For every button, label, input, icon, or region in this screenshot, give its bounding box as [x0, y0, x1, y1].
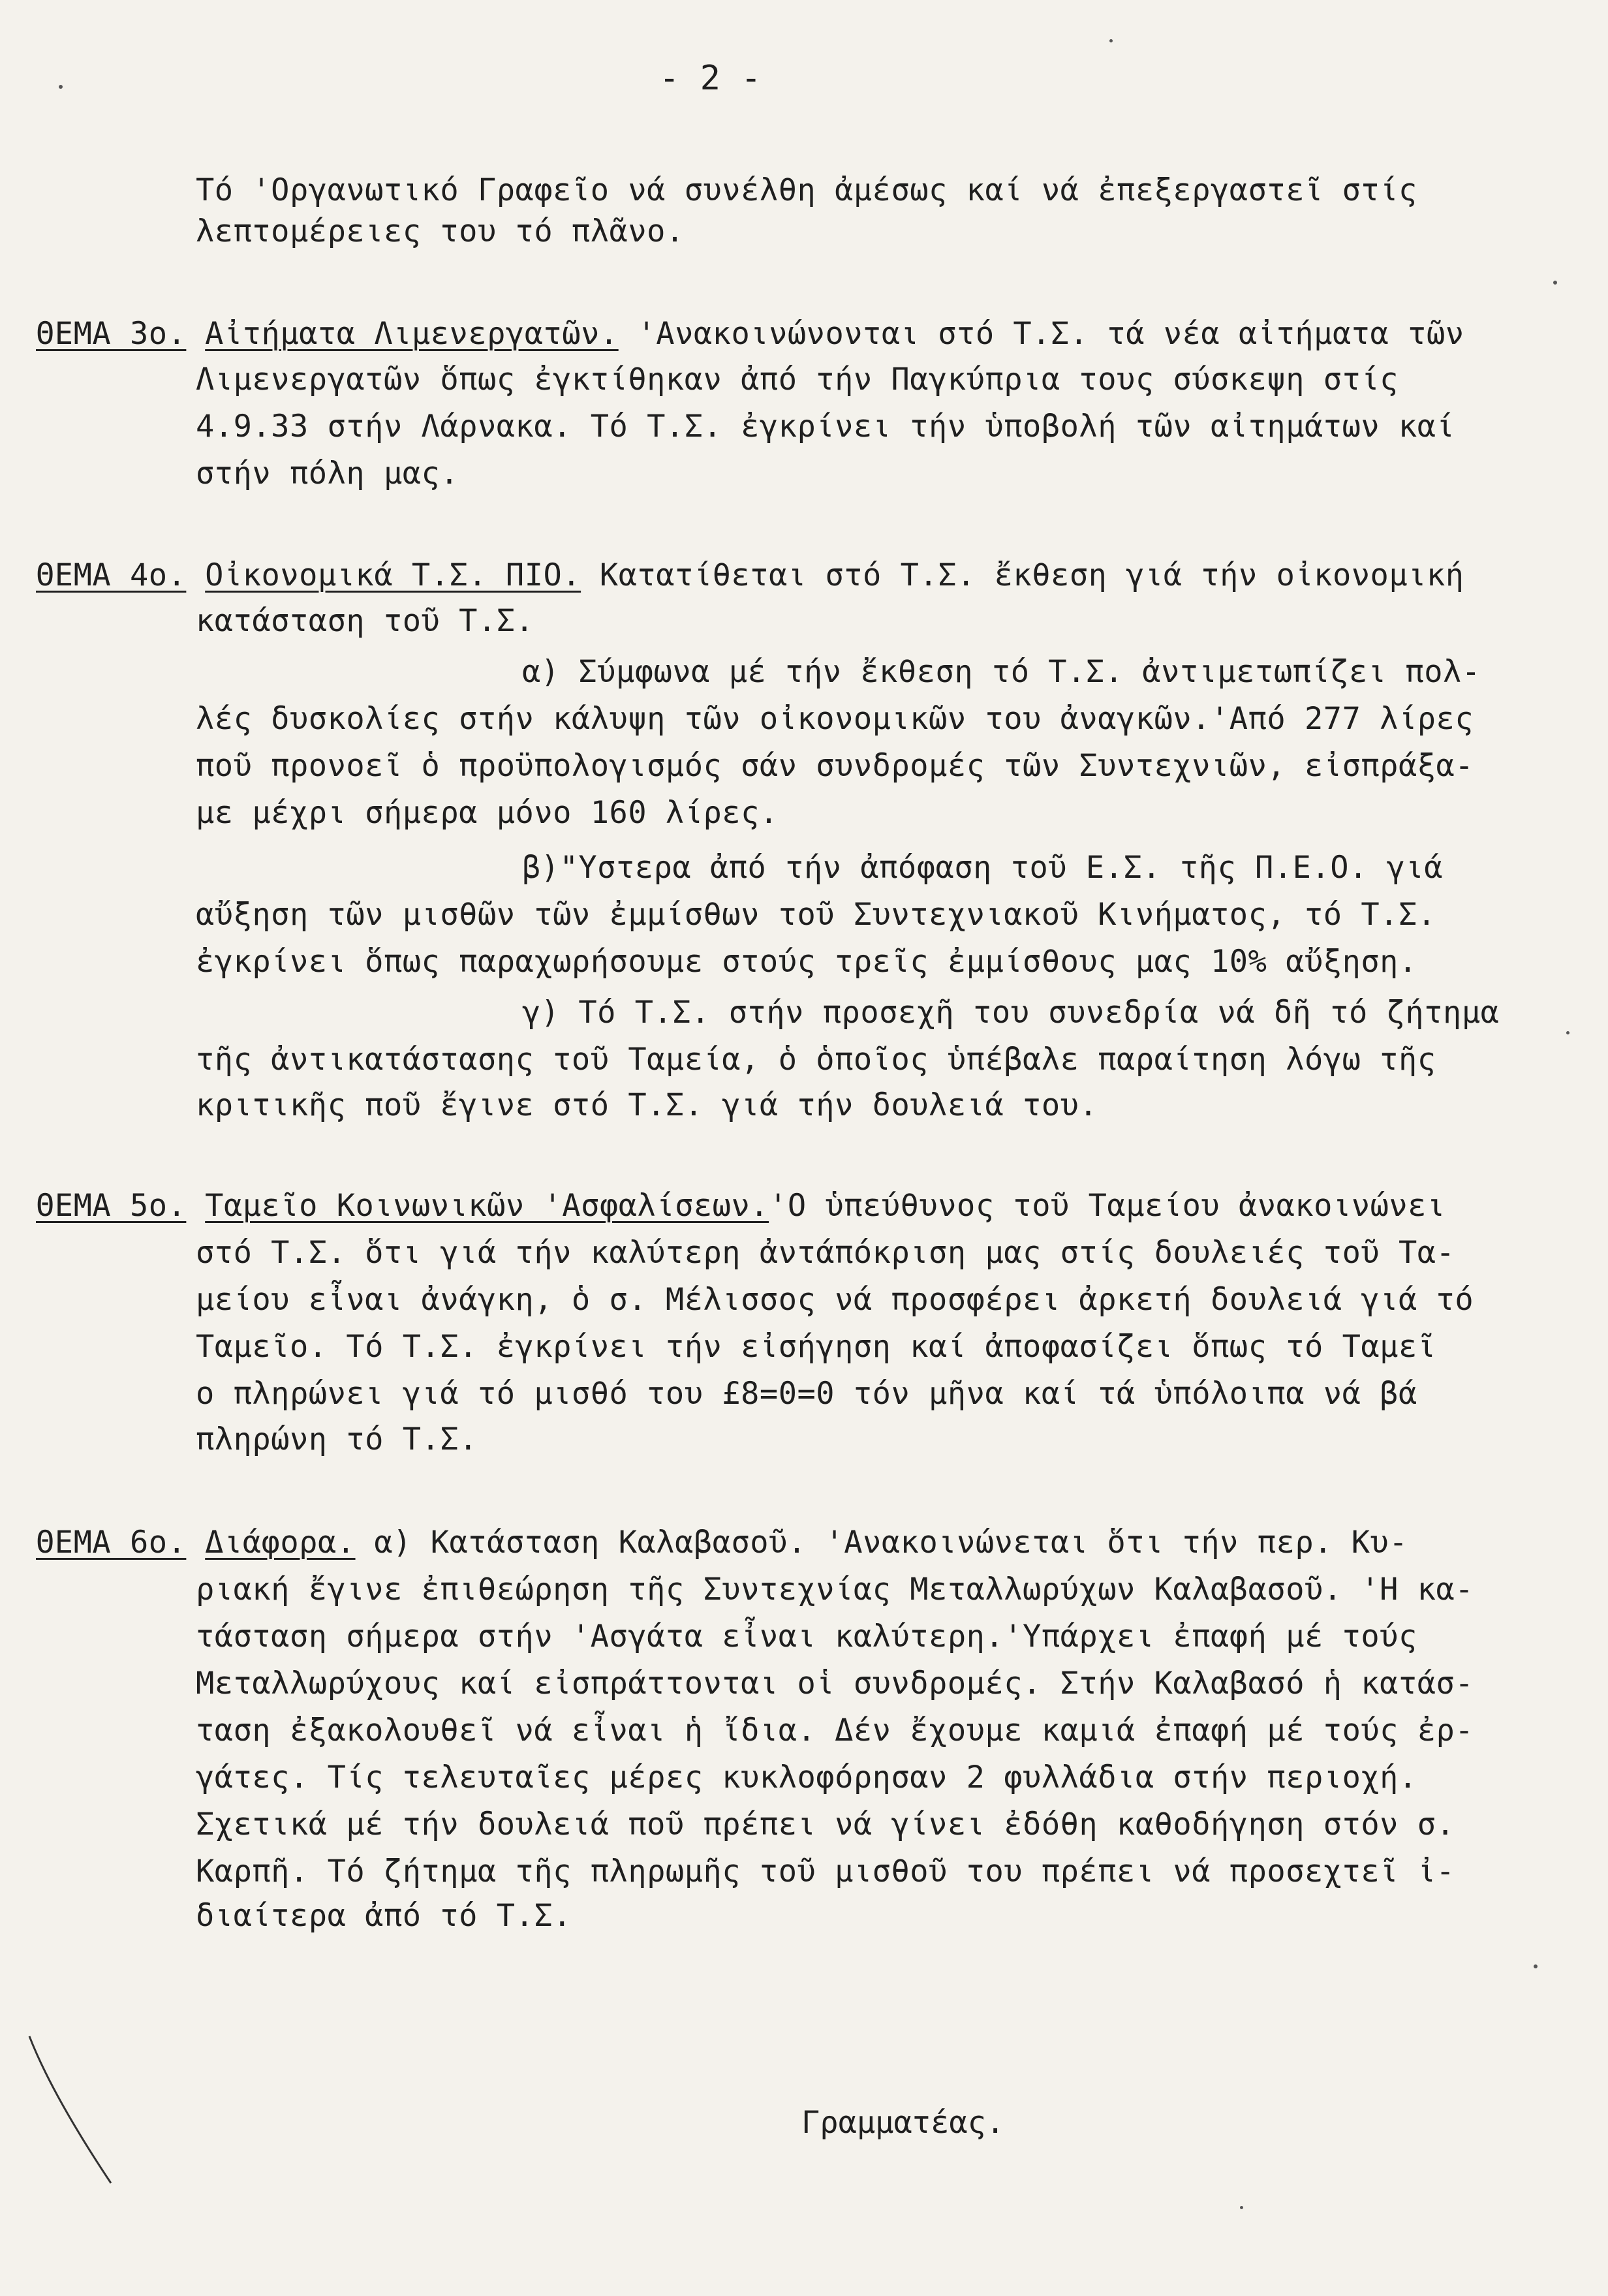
- item-6-line-2: τάσταση σήμερα στήν 'Ασγάτα εἶναι καλύτερη.'Υπάρχει ἐπαφή μέ τούς: [196, 1619, 1417, 1654]
- item-4-line-7: αὔξηση τῶν μισθῶν τῶν ἐμμίσθων τοῦ Συντεχνιακοῦ Κινήματος, τό Τ.Σ.: [196, 897, 1436, 933]
- item-6-line-5: γάτες. Τίς τελευταῖες μέρες κυκλοφόρησαν 2 φυλλάδια στήν περιοχή.: [196, 1760, 1417, 1795]
- scan-speck: [59, 85, 63, 89]
- item-6-first-text: α) Κατάσταση Καλαβασοῦ. 'Ανακοινώνεται ὅτι τήν περ. Κυ-: [374, 1525, 1408, 1560]
- item-4-line-11: κριτικῆς ποῦ ἔγινε στό Τ.Σ. γιά τήν δουλειά του.: [196, 1087, 1098, 1123]
- item-4-line-4: ποῦ προνοεῖ ὁ προϋπολογισμός σάν συνδρομές τῶν Συντεχνιῶν, εἰσπράξα-: [196, 748, 1474, 784]
- item-4-heading: Οἰκονομικά Τ.Σ. ΠΙΟ.: [205, 557, 581, 593]
- item-5-first-text: 'Ο ὑπεύθυνος τοῦ Ταμείου ἀνακοινώνει: [769, 1188, 1446, 1224]
- item-5-line-3: Ταμεῖο. Τό Τ.Σ. ἐγκρίνει τήν εἰσήγηση καί ἀποφασίζει ὅπως τό Ταμεῖ: [196, 1329, 1436, 1365]
- item-3-first-text: 'Ανακοινώνονται στό Τ.Σ. τά νέα αἰτήματα τῶν: [637, 316, 1464, 352]
- scan-speck: [1566, 1031, 1569, 1034]
- item-5-line-1: στό Τ.Σ. ὅτι γιά τήν καλύτερη ἀντάπόκριση μας στίς δουλειές τοῦ Τα-: [196, 1235, 1455, 1271]
- item-6-line-1: ριακή ἔγινε ἐπιθεώρηση τῆς Συντεχνίας Μεταλλωρύχων Καλαβασοῦ. 'Η κα-: [196, 1572, 1474, 1607]
- item-4-line-10: τῆς ἀντικατάστασης τοῦ Ταμεία, ὁ ὁποῖος ὑπέβαλε παραίτηση λόγω τῆς: [196, 1042, 1436, 1078]
- item-6-heading: Διάφορα.: [205, 1525, 356, 1560]
- item-5-first-line: [36, 1187, 1446, 1226]
- item-5-line-5: πληρώνη τό Τ.Σ.: [196, 1421, 478, 1457]
- item-3-label: ΘΕΜΑ 3ο.: [36, 316, 187, 352]
- item-4-first-text: Κατατίθεται στό Τ.Σ. ἔκθεση γιά τήν οἰκονομική: [599, 557, 1464, 593]
- item-3-line-2: 4.9.33 στήν Λάρνακα. Τό Τ.Σ. ἐγκρίνει τήν ὑποβολή τῶν αἰτημάτων καί: [196, 409, 1455, 444]
- item-3-line-1: Λιμενεργατῶν ὅπως ἐγκτίθηκαν ἀπό τήν Παγκύπρια τους σύσκεψη στίς: [196, 362, 1399, 397]
- item-6-line-4: ταση ἐξακολουθεῖ νά εἶναι ἡ ἴδια. Δέν ἔχουμε καμιά ἐπαφή μέ τούς ἐρ-: [196, 1713, 1474, 1748]
- item-3-heading: Αἰτήματα Λιμενεργατῶν.: [205, 316, 619, 352]
- item-6-line-3: Μεταλλωρύχους καί εἰσπράττονται οἱ συνδρομές. Στήν Καλαβασό ἡ κατάσ-: [196, 1666, 1474, 1701]
- item-3-line-3: στήν πόλη μας.: [196, 456, 459, 491]
- item-5-label: ΘΕΜΑ 5ο.: [36, 1188, 187, 1224]
- item-4-first-line: [36, 556, 1464, 595]
- item-4-line-6: β)"Υστερα ἀπό τήν ἀπόφαση τοῦ Ε.Σ. τῆς Π.Ε.Ο. γιά: [522, 850, 1444, 886]
- item-6-first-line: [36, 1523, 1408, 1562]
- item-4-line-1: κατάσταση τοῦ Τ.Σ.: [196, 603, 534, 639]
- scan-speck: [1109, 39, 1113, 42]
- item-3-first-line: [36, 315, 1464, 354]
- item-6-line-6: Σχετικά μέ τήν δουλειά ποῦ πρέπει νά γίνει ἐδόθη καθοδήγηση στόν σ.: [196, 1807, 1455, 1842]
- intro-line-2: λεπτομέρειες του τό πλᾶνο.: [196, 213, 685, 249]
- item-5-line-4: ο πληρώνει γιά τό μισθό του £8=0=0 τόν μῆνα καί τά ὑπόλοιπα νά βά: [196, 1376, 1417, 1412]
- item-6-line-7: Καρπῆ. Τό ζήτημα τῆς πληρωμῆς τοῦ μισθοῦ του πρέπει νά προσεχτεῖ ἰ-: [196, 1854, 1455, 1889]
- scan-speck: [1534, 1964, 1538, 1968]
- item-4-label: ΘΕΜΑ 4ο.: [36, 557, 187, 593]
- signature: Γραμματέας.: [801, 2105, 1005, 2141]
- item-5-line-2: μείου εἶναι ἀνάγκη, ὁ σ. Μέλισσος νά προσφέρει ἀρκετή δουλειά γιά τό: [196, 1282, 1474, 1318]
- scan-speck: [1240, 2206, 1243, 2209]
- page-number: - 2 -: [659, 59, 762, 98]
- item-6-label: ΘΕΜΑ 6ο.: [36, 1525, 187, 1560]
- pen-stroke-mark: [13, 2023, 144, 2193]
- intro-line-1: Τό 'Οργανωτικό Γραφεῖο νά συνέλθη ἀμέσως καί νά ἐπεξεργαστεῖ στίς: [196, 172, 1417, 208]
- item-4-line-5: με μέχρι σήμερα μόνο 160 λίρες.: [196, 795, 779, 831]
- item-5-heading: Ταμεῖο Κοινωνικῶν 'Ασφαλίσεων.: [205, 1188, 769, 1224]
- scan-speck: [1553, 281, 1557, 285]
- item-4-line-2: α) Σύμφωνα μέ τήν ἔκθεση τό Τ.Σ. ἀντιμετωπίζει πολ-: [522, 654, 1481, 690]
- item-6-line-8: διαίτερα ἀπό τό Τ.Σ.: [196, 1898, 572, 1934]
- item-4-line-8: ἐγκρίνει ὅπως παραχωρήσουμε στούς τρεῖς ἐμμίσθους μας 10% αὔξηση.: [196, 944, 1417, 980]
- item-4-line-3: λές δυσκολίες στήν κάλυψη τῶν οἰκονομικῶν του ἀναγκῶν.'Από 277 λίρες: [196, 701, 1474, 737]
- item-4-line-9: γ) Τό Τ.Σ. στήν προσεχῆ του συνεδρία νά δῆ τό ζήτημα: [522, 995, 1500, 1031]
